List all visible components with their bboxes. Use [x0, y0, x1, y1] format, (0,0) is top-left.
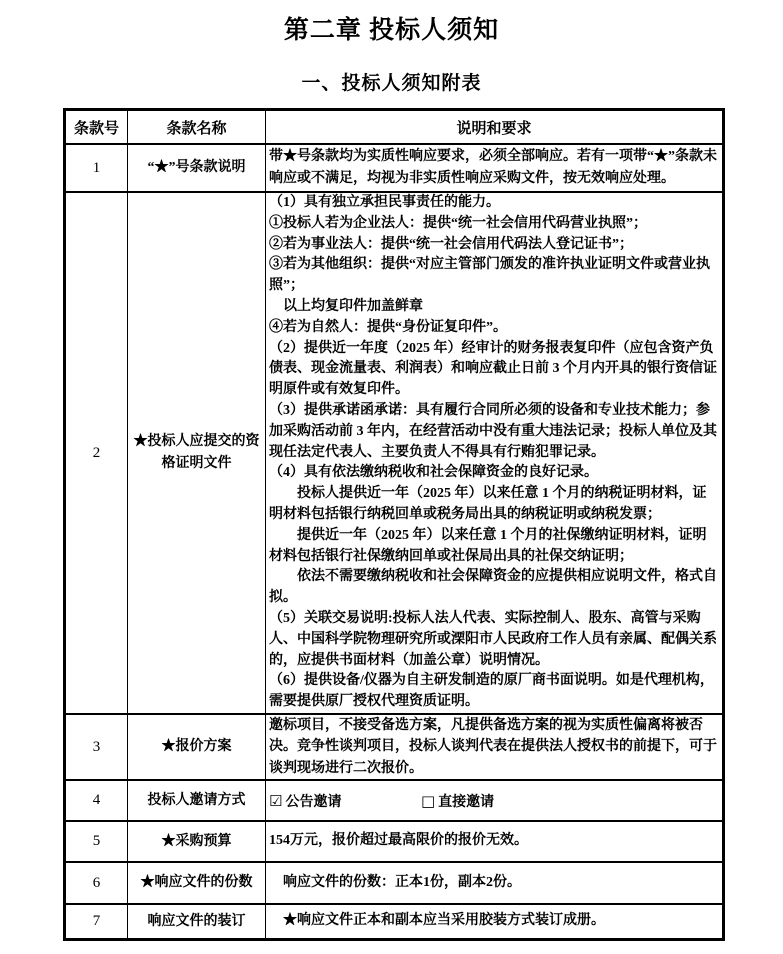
desc-paragraph: 邀标项目，不接受备选方案，凡提供备选方案的视为实质性偏离将被否决。竞争性谈判项目，投标人谈判代表在提供法人授权书的前提下，可于谈判现场进行二次报价。	[269, 718, 717, 776]
desc-paragraph: ①投标人若为企业法人：提供“统一社会信用代码营业执照”；	[269, 215, 647, 231]
section-title: 一、投标人须知附表	[301, 73, 482, 94]
clause-desc-cell	[266, 821, 724, 862]
col-header-clause-name: 条款名称	[128, 110, 266, 145]
desc-paragraph: 投标人提供近一年（2025 年）以来任意 1 个月的纳税证明材料，证明材料包括银行纳税回单或税务局出具的纳税证明或纳税发票；	[269, 486, 707, 522]
desc-paragraph: ★响应文件正本和副本应当采用胶装方式装订成册。	[269, 913, 605, 929]
desc-paragraph: ③若为其他组织：提供“对应主管部门颁发的准许执业证明文件或营业执照”；	[269, 257, 710, 294]
desc-paragraph: 响应文件的份数：正本1份，副本2份。	[269, 874, 521, 890]
checkbox-checked-icon: ☑	[269, 791, 283, 810]
clause-desc-cell	[266, 862, 724, 904]
desc-paragraph: （4）具有依法缴纳税收和社会保障资金的良好记录。	[269, 465, 598, 481]
clause-no-cell: 1	[65, 144, 128, 192]
desc-paragraph: （2）提供近一年度（2025 年）经审计的财务报表复印件（应包含资产负债表、现金流量表、利润表）和响应截止日前 3 个月内开具的银行资信证明原件或有效复印件。	[269, 340, 717, 398]
col-header-description: 说明和要求	[266, 110, 724, 145]
clause-desc-cell	[266, 780, 724, 821]
table-row-response-copies	[65, 862, 724, 904]
desc-paragraph: ②若为事业法人：提供“统一社会信用代码法人登记证书”；	[269, 236, 633, 252]
qualification-desc-block	[269, 193, 719, 713]
checkbox-label: 公告邀请	[285, 794, 342, 810]
option-direct-invitation	[421, 791, 494, 811]
clause-no-cell: 2	[65, 192, 128, 714]
chapter-title: 第二章 投标人须知	[283, 17, 500, 44]
clause-desc-cell	[266, 904, 724, 940]
table-row-qualification-documents	[65, 192, 724, 714]
clause-no-cell: 5	[65, 821, 128, 862]
clause-desc-cell	[266, 144, 724, 192]
table-row-invitation-method	[65, 780, 724, 821]
clause-desc-cell	[266, 192, 724, 714]
table-header-row	[65, 110, 724, 145]
desc-paragraph: 154万元，报价超过最高限价的报价无效。	[269, 833, 528, 849]
desc-paragraph: （6）提供设备/仪器为自主研发制造的原厂商书面说明。如是代理机构，需要提供原厂授权代理资质证明。	[269, 673, 714, 710]
checkbox-label: 直接邀请	[438, 794, 495, 810]
clause-name-cell: ★投标人应提交的资格证明文件	[128, 192, 266, 714]
desc-paragraph: （1）具有独立承担民事责任的能力。	[269, 195, 500, 210]
table-row-quotation-plan	[65, 714, 724, 780]
desc-paragraph: （5）关联交易说明:投标人法人代表、实际控制人、股东、高管与采购人、中国科学院物理研究所或溧阳市人民政府工作人员有亲属、配偶关系的，应提供书面材料（加盖公章）说明情况。	[269, 610, 717, 668]
clause-name-cell: ★报价方案	[128, 714, 266, 780]
option-public-invitation	[269, 791, 341, 811]
clause-name-cell: 投标人邀请方式	[128, 780, 266, 821]
bidder-notice-table	[63, 108, 725, 941]
clause-no-cell: 4	[65, 780, 128, 821]
desc-paragraph: （3）提供承诺函承诺：具有履行合同所必须的设备和专业技术能力；参加采购活动前 3 年内，在经营活动中没有重大违法记录；投标人单位及其现任法定代表人、主要负责人不得具有行贿犯罪记录。	[269, 402, 717, 460]
clause-name-cell: ★响应文件的份数	[128, 862, 266, 904]
desc-paragraph: 以上均复印件加盖鲜章	[269, 298, 423, 314]
clause-no-cell: 6	[65, 862, 128, 904]
clause-no-cell: 3	[65, 714, 128, 780]
col-header-clause-no: 条款号	[65, 110, 128, 145]
desc-paragraph: 提供近一年（2025 年）以来任意 1 个月的社保缴纳证明材料，证明材料包括银行社保缴纳回单或社保局出具的社保交纳证明；	[269, 527, 707, 564]
table-row-star-clause-note	[65, 144, 724, 192]
clause-no-cell: 7	[65, 904, 128, 940]
desc-paragraph: 带★号条款均为实质性响应要求，必须全部响应。若有一项带“★”条款未响应或不满足，均视为非实质性响应采购文件，按无效响应处理。	[269, 149, 717, 186]
table-row-response-binding	[65, 904, 724, 940]
checkbox-unchecked-icon: □	[420, 791, 436, 810]
desc-paragraph: ④若为自然人：提供“身份证复印件”。	[269, 319, 507, 335]
clause-name-cell: ★采购预算	[128, 821, 266, 862]
clause-name-cell: 响应文件的装订	[128, 904, 266, 940]
clause-desc-cell	[266, 714, 724, 780]
table-row-procurement-budget	[65, 821, 724, 862]
clause-name-cell: “★”号条款说明	[128, 144, 266, 192]
desc-paragraph: 依法不需要缴纳税收和社会保障资金的应提供相应说明文件，格式自拟。	[269, 569, 717, 606]
